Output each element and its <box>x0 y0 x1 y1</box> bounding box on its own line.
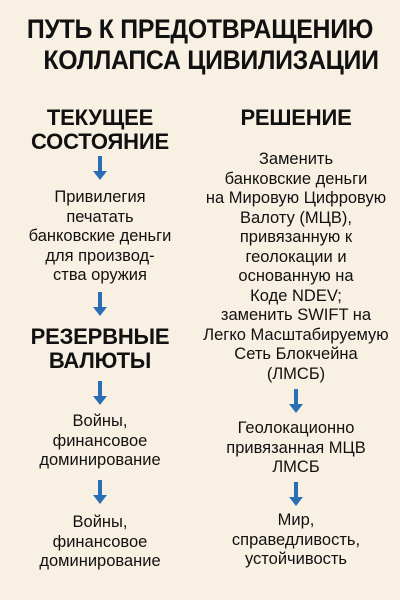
right-step-1: Заменить банковские деньги на Мировую Цифровую Валоту (МЦВ), привязанную к геолокации и основанную на Коде NDEV; заменить SWIFT на Легко Масштабируемую Сеть Блокчейна (ЛМСБ) <box>203 150 389 383</box>
page-title <box>16 14 384 76</box>
solution-heading: РЕШЕНИЕ <box>240 105 352 130</box>
left-step-2: Войны, финансовое доминирование <box>39 412 161 469</box>
current-state-heading: ТЕКУЩЕЕ СОСТОЯНИЕ <box>31 105 169 154</box>
arrow-down-icon <box>93 381 107 405</box>
arrow-down-icon <box>289 482 303 506</box>
arrow-down-icon <box>93 292 107 316</box>
left-step-3: Войны, финансовое доминирование <box>39 513 161 570</box>
reserve-currencies-heading: РЕЗЕРВНЫЕ ВАЛЮТЫ <box>30 324 170 373</box>
arrow-down-icon <box>289 389 303 413</box>
left-step-1: Привилегия печатать банковские деньги для производ- ства оружия <box>28 188 172 284</box>
right-step-2: Геолокационно привязанная МЦВ ЛМСБ <box>226 419 366 476</box>
arrow-down-icon <box>93 480 107 504</box>
right-step-3: Мир, справедливость, устойчивость <box>231 511 361 568</box>
arrow-down-icon <box>93 156 107 180</box>
title-line-2: КОЛЛАПСА ЦИВИЛИЗАЦИИ <box>43 45 379 75</box>
title-line-1: ПУТЬ К ПРЕДОТВРАЩЕНИЮ <box>26 14 374 44</box>
